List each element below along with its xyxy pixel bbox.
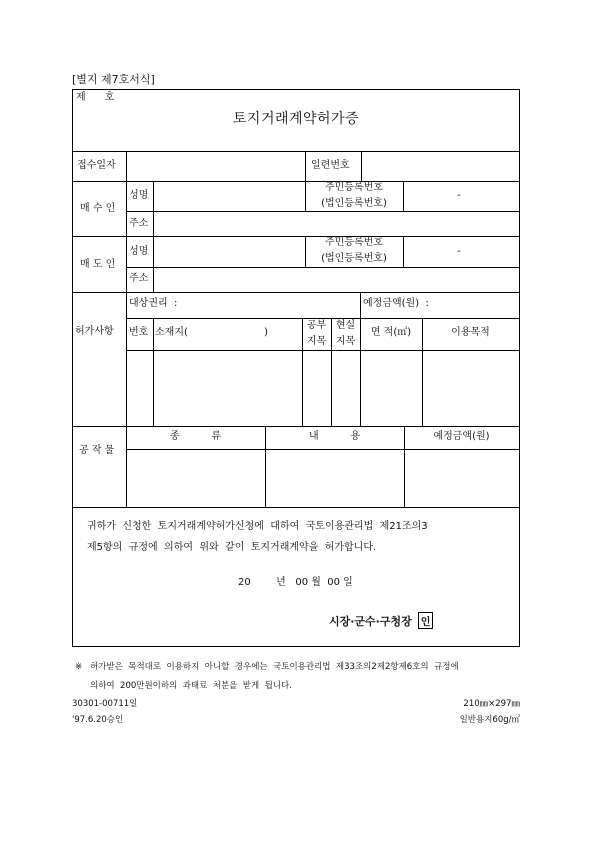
form-title: 토지거래계약허가증 <box>232 111 360 127</box>
row-line <box>73 151 519 152</box>
permit-statement-line2: 제5항의 규정에 의하여 위와 같이 토지거래계약을 허가합니다. <box>87 542 377 553</box>
col-no-header: 번호 <box>129 327 149 338</box>
col-line <box>153 181 154 292</box>
structure-price-header: 예정금액(원) <box>433 431 490 442</box>
planned-price-label: 예정금액(원) : <box>363 298 429 309</box>
buyer-reg-no-label: 주민등록번호 <box>325 182 383 193</box>
form-number-label: 제 호 <box>76 92 115 103</box>
row-line <box>126 318 519 319</box>
target-right-label: 대상권리 : <box>129 298 178 309</box>
buyer-corp-reg-no-label: (법인등록번호) <box>321 198 387 209</box>
buyer-reg-dash: - <box>457 190 461 201</box>
col-location-header: 소재지( ) <box>155 327 269 338</box>
seller-address-label: 주소 <box>129 273 149 284</box>
col-line <box>331 318 332 426</box>
col-official-category-1: 공부 <box>306 320 327 331</box>
seller-reg-dash: - <box>457 246 461 257</box>
issue-date: 20 년 00 월 00 일 <box>238 577 353 588</box>
issuer-name: 시장·군수·구청장 <box>329 615 412 628</box>
permit-form <box>72 89 520 647</box>
col-actual-category-1: 현실 <box>335 320 356 331</box>
col-line <box>126 151 127 507</box>
row-line <box>73 292 519 293</box>
issuer-title <box>329 612 433 629</box>
note-line1: 허가받은 목적대로 이용하지 아니할 경우에는 국토이용관리법 제33조의2제2항제6호의 규정에 <box>90 662 459 672</box>
form-code: 30301-00711일 <box>72 699 138 709</box>
permit-label: 허가사항 <box>75 326 114 337</box>
row-line <box>73 236 519 237</box>
col-line <box>361 151 362 181</box>
row-line <box>73 426 519 427</box>
col-line <box>305 151 306 181</box>
serial-no-label: 일련번호 <box>311 160 350 171</box>
seller-label: 매 도 인 <box>80 259 116 270</box>
col-purpose-header: 이용목적 <box>451 327 490 338</box>
receipt-date-label: 접수일자 <box>77 160 116 171</box>
permit-statement-line1: 귀하가 신청한 토지거래계약허가신청에 대하여 국토이용관리법 제21조의3 <box>87 521 428 532</box>
row-line <box>73 507 519 508</box>
form-header-label: [별지 제7호서식] <box>72 73 155 86</box>
row-line <box>126 211 519 212</box>
buyer-name-label: 성명 <box>129 190 149 201</box>
row-line <box>126 449 519 450</box>
col-line <box>302 318 303 426</box>
row-line <box>126 350 519 351</box>
structure-content-header: 내 용 <box>308 431 361 442</box>
paper-type: 일반용지60g/㎡ <box>459 715 520 725</box>
approval-date: '97.6.20승인 <box>72 715 124 725</box>
col-line <box>360 292 361 318</box>
col-official-category-2: 지목 <box>306 336 327 347</box>
col-actual-category-2: 지목 <box>335 336 356 347</box>
col-line <box>403 236 404 267</box>
seller-name-label: 성명 <box>129 246 149 257</box>
seller-reg-no-label: 주민등록번호 <box>325 237 383 248</box>
paper-size: 210㎜×297㎜ <box>463 699 520 709</box>
buyer-label: 매 수 인 <box>80 203 116 214</box>
structure-label: 공 작 물 <box>79 445 115 456</box>
seller-corp-reg-no-label: (법인등록번호) <box>321 253 387 264</box>
structure-kind-header: 종 류 <box>169 431 222 442</box>
col-line <box>403 181 404 211</box>
buyer-address-label: 주소 <box>129 218 149 229</box>
note-line2: 의하여 200만원이하의 과태료 처분을 받게 됩니다. <box>90 681 292 691</box>
col-area-header: 면 적(㎡) <box>370 327 412 338</box>
row-line <box>126 267 519 268</box>
seal-mark: 인 <box>418 612 434 629</box>
row-line <box>73 181 519 182</box>
note-mark: ※ <box>75 662 83 672</box>
col-line <box>153 318 154 426</box>
